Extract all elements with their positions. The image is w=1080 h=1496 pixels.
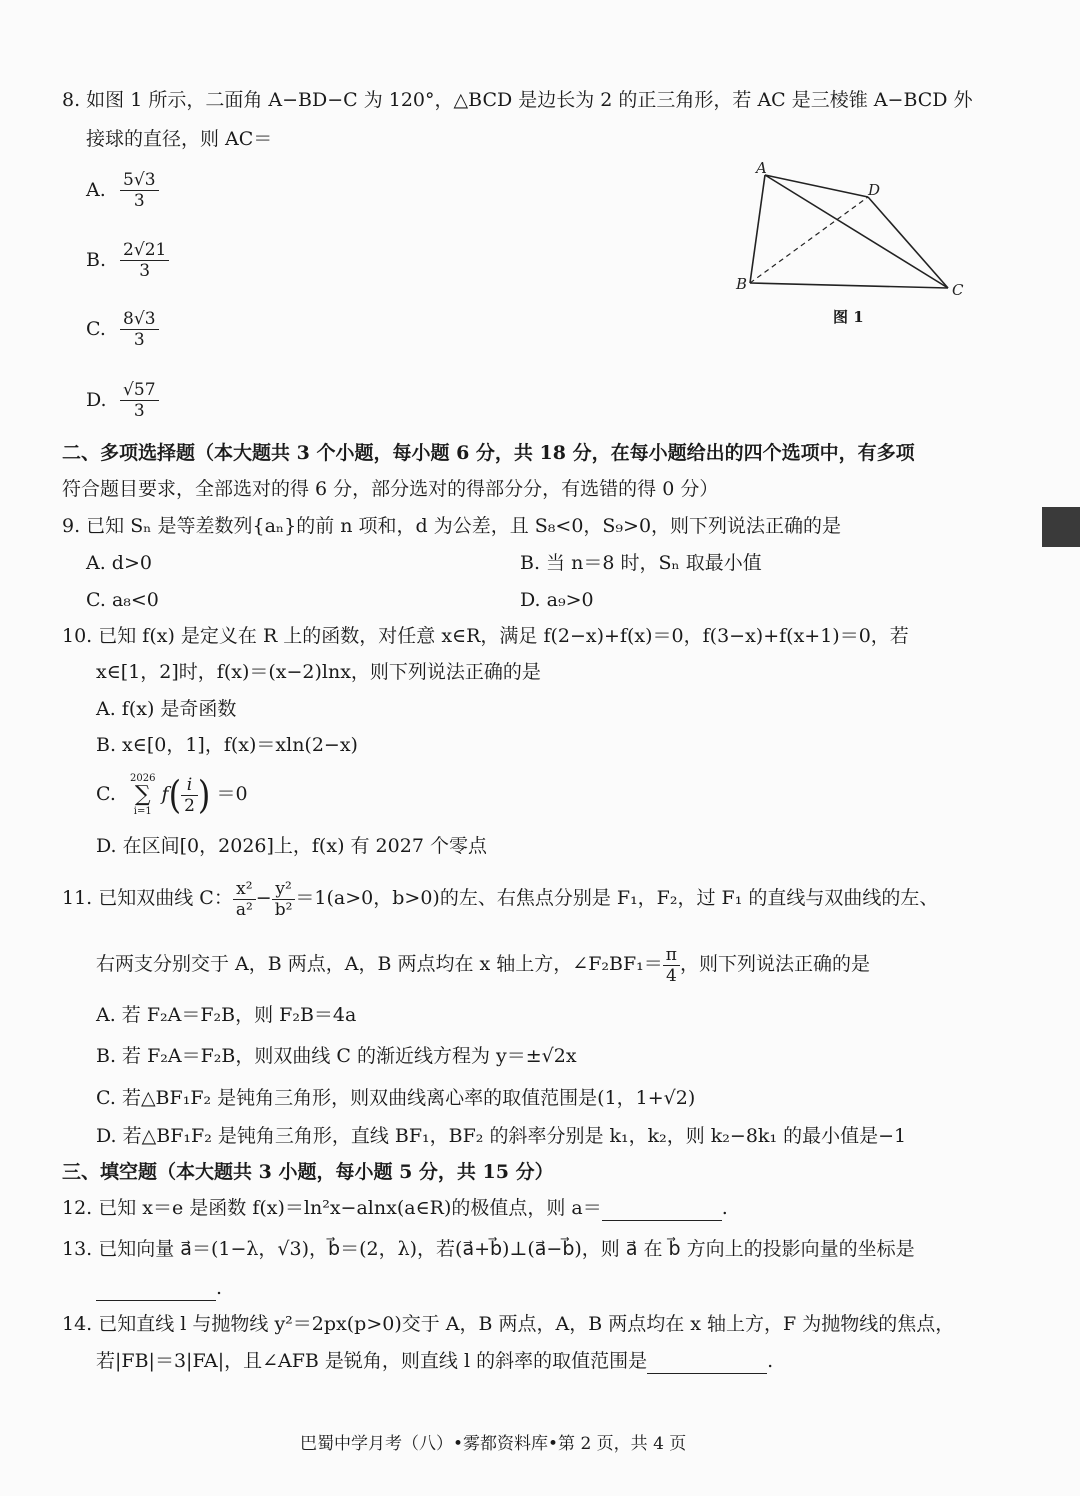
q9-option-b: B. 当 n＝8 时，Sₙ 取最小值 — [520, 552, 762, 574]
edge-ac — [765, 175, 948, 288]
section-3-heading: 三、填空题（本大题共 3 小题，每小题 5 分，共 15 分） — [62, 1161, 554, 1183]
fraction: $\frac{\pi}{4}$ — [663, 945, 680, 986]
q11-option-a: A. 若 F₂A＝F₂B，则 F₂B＝4a — [96, 1004, 357, 1026]
q11-line1: 11. 已知双曲线 C： $\frac{\text{x²}}{\text{a²}}$ − $\frac{\text{y²}}{\text{b²}}$ ＝1(a>0，b>0)的左、右焦点分别是 F₁，F₂，过 F₁ 的直线与双曲线的左、 — [62, 878, 939, 920]
q13-line2: . — [96, 1276, 222, 1301]
fraction: $\frac{2√21}{3}$ — [120, 240, 169, 281]
q8-option-a: A. $\frac{5√3}{3}$ — [86, 170, 159, 211]
fraction: $\frac{i}{2}$ — [181, 775, 198, 816]
point-b-label: B — [736, 275, 748, 293]
q13-line1: 13. 已知向量 a⃗＝(1−λ，√3)，b⃗＝(2，λ)，若(a⃗+b⃗)⊥(a⃗−b⃗)，则 a⃗ 在 b⃗ 方向上的投影向量的坐标是 — [62, 1238, 915, 1260]
q12: 12. 已知 x＝e 是函数 f(x)＝ln²x−alnx(a∈R)的极值点，则 a＝ . — [62, 1197, 728, 1219]
q9-option-a: A. d>0 — [86, 552, 152, 574]
q8-option-c: C. $\frac{8√3}{3}$ — [86, 309, 159, 350]
fraction: $\frac{\text{x²}}{\text{a²}}$ — [233, 879, 256, 920]
point-c-label: C — [952, 281, 964, 299]
q8-line1: 8. 如图 1 所示，二面角 A−BD−C 为 120°，△BCD 是边长为 2 的正三角形，若 AC 是三棱锥 A−BCD 外 — [62, 89, 973, 111]
figure-1-tetrahedron — [730, 155, 980, 305]
q14-answer-blank[interactable] — [647, 1349, 767, 1374]
fraction: $\frac{√57}{3}$ — [120, 380, 158, 421]
q10-line2: x∈[1，2]时，f(x)＝(x−2)lnx，则下列说法正确的是 — [96, 661, 541, 683]
q9-option-d: D. a₉>0 — [520, 589, 594, 611]
q11-option-b: B. 若 F₂A＝F₂B，则双曲线 C 的渐近线方程为 y＝±√2x — [96, 1045, 577, 1067]
q10-line1: 10. 已知 f(x) 是定义在 R 上的函数，对任意 x∈R，满足 f(2−x)+f(x)＝0，f(3−x)+f(x+1)＝0，若 — [62, 625, 909, 647]
summation-symbol: 2026 ∑ i=1 — [130, 773, 156, 817]
q10-option-d: D. 在区间[0，2026]上，f(x) 有 2027 个零点 — [96, 835, 487, 857]
page-footer: 巴蜀中学月考（八）•雾都资料库•第 2 页，共 4 页 — [300, 1434, 687, 1454]
fraction: $\frac{5√3}{3}$ — [120, 170, 158, 211]
fraction: $\frac{\text{y²}}{\text{b²}}$ — [272, 879, 296, 920]
section-2-desc: 符合题目要求，全部选对的得 6 分，部分选对的得部分分，有选错的得 0 分） — [62, 478, 719, 500]
q8-line2: 接球的直径，则 AC＝ — [86, 128, 273, 150]
figure-1-caption: 图 1 — [833, 308, 864, 326]
point-a-label: A — [756, 159, 767, 177]
edge-bd-hidden — [750, 197, 868, 283]
edge-ab — [750, 175, 765, 283]
fraction: $\frac{8√3}{3}$ — [120, 309, 158, 350]
margin-tab-marker — [1042, 507, 1080, 547]
q10-option-c: C. 2026 ∑ i=1 f( $\frac{i}{2}$ ) ＝0 — [96, 772, 248, 818]
edge-ad — [765, 175, 868, 197]
edge-dc — [868, 197, 948, 288]
q13-answer-blank[interactable] — [96, 1276, 216, 1301]
q9-option-c: C. a₈<0 — [86, 589, 159, 611]
point-d-label: D — [868, 181, 881, 199]
q12-answer-blank[interactable] — [602, 1196, 722, 1221]
section-2-heading: 二、多项选择题（本大题共 3 个小题，每小题 6 分，共 18 分，在每小题给出的四个选项中，有多项 — [62, 442, 915, 464]
q8-option-b: B. $\frac{2√21}{3}$ — [86, 240, 169, 281]
q9-stem: 9. 已知 Sₙ 是等差数列{aₙ}的前 n 项和，d 为公差，且 S₈<0，S₉>0，则下列说法正确的是 — [62, 515, 842, 537]
edge-bc — [750, 283, 948, 288]
q11-option-d: D. 若△BF₁F₂ 是钝角三角形，直线 BF₁，BF₂ 的斜率分别是 k₁，k₂，则 k₂−8k₁ 的最小值是−1 — [96, 1125, 907, 1147]
q10-option-a: A. f(x) 是奇函数 — [96, 698, 237, 720]
q10-option-b: B. x∈[0，1]，f(x)＝xln(2−x) — [96, 734, 358, 756]
q11-option-c: C. 若△BF₁F₂ 是钝角三角形，则双曲线离心率的取值范围是(1，1+√2) — [96, 1087, 696, 1109]
q8-option-d: D. $\frac{√57}{3}$ — [86, 380, 159, 421]
q14-line1: 14. 已知直线 l 与抛物线 y²＝2px(p>0)交于 A，B 两点，A，B 两点均在 x 轴上方，F 为抛物线的焦点， — [62, 1313, 955, 1335]
q11-line2: 右两支分别交于 A，B 两点，A，B 两点均在 x 轴上方，∠F₂BF₁＝ $\frac{\pi}{4}$ ，则下列说法正确的是 — [96, 944, 870, 986]
q14-line2: 若|FB|＝3|FA|，且∠AFB 是锐角，则直线 l 的斜率的取值范围是 . — [96, 1350, 774, 1372]
